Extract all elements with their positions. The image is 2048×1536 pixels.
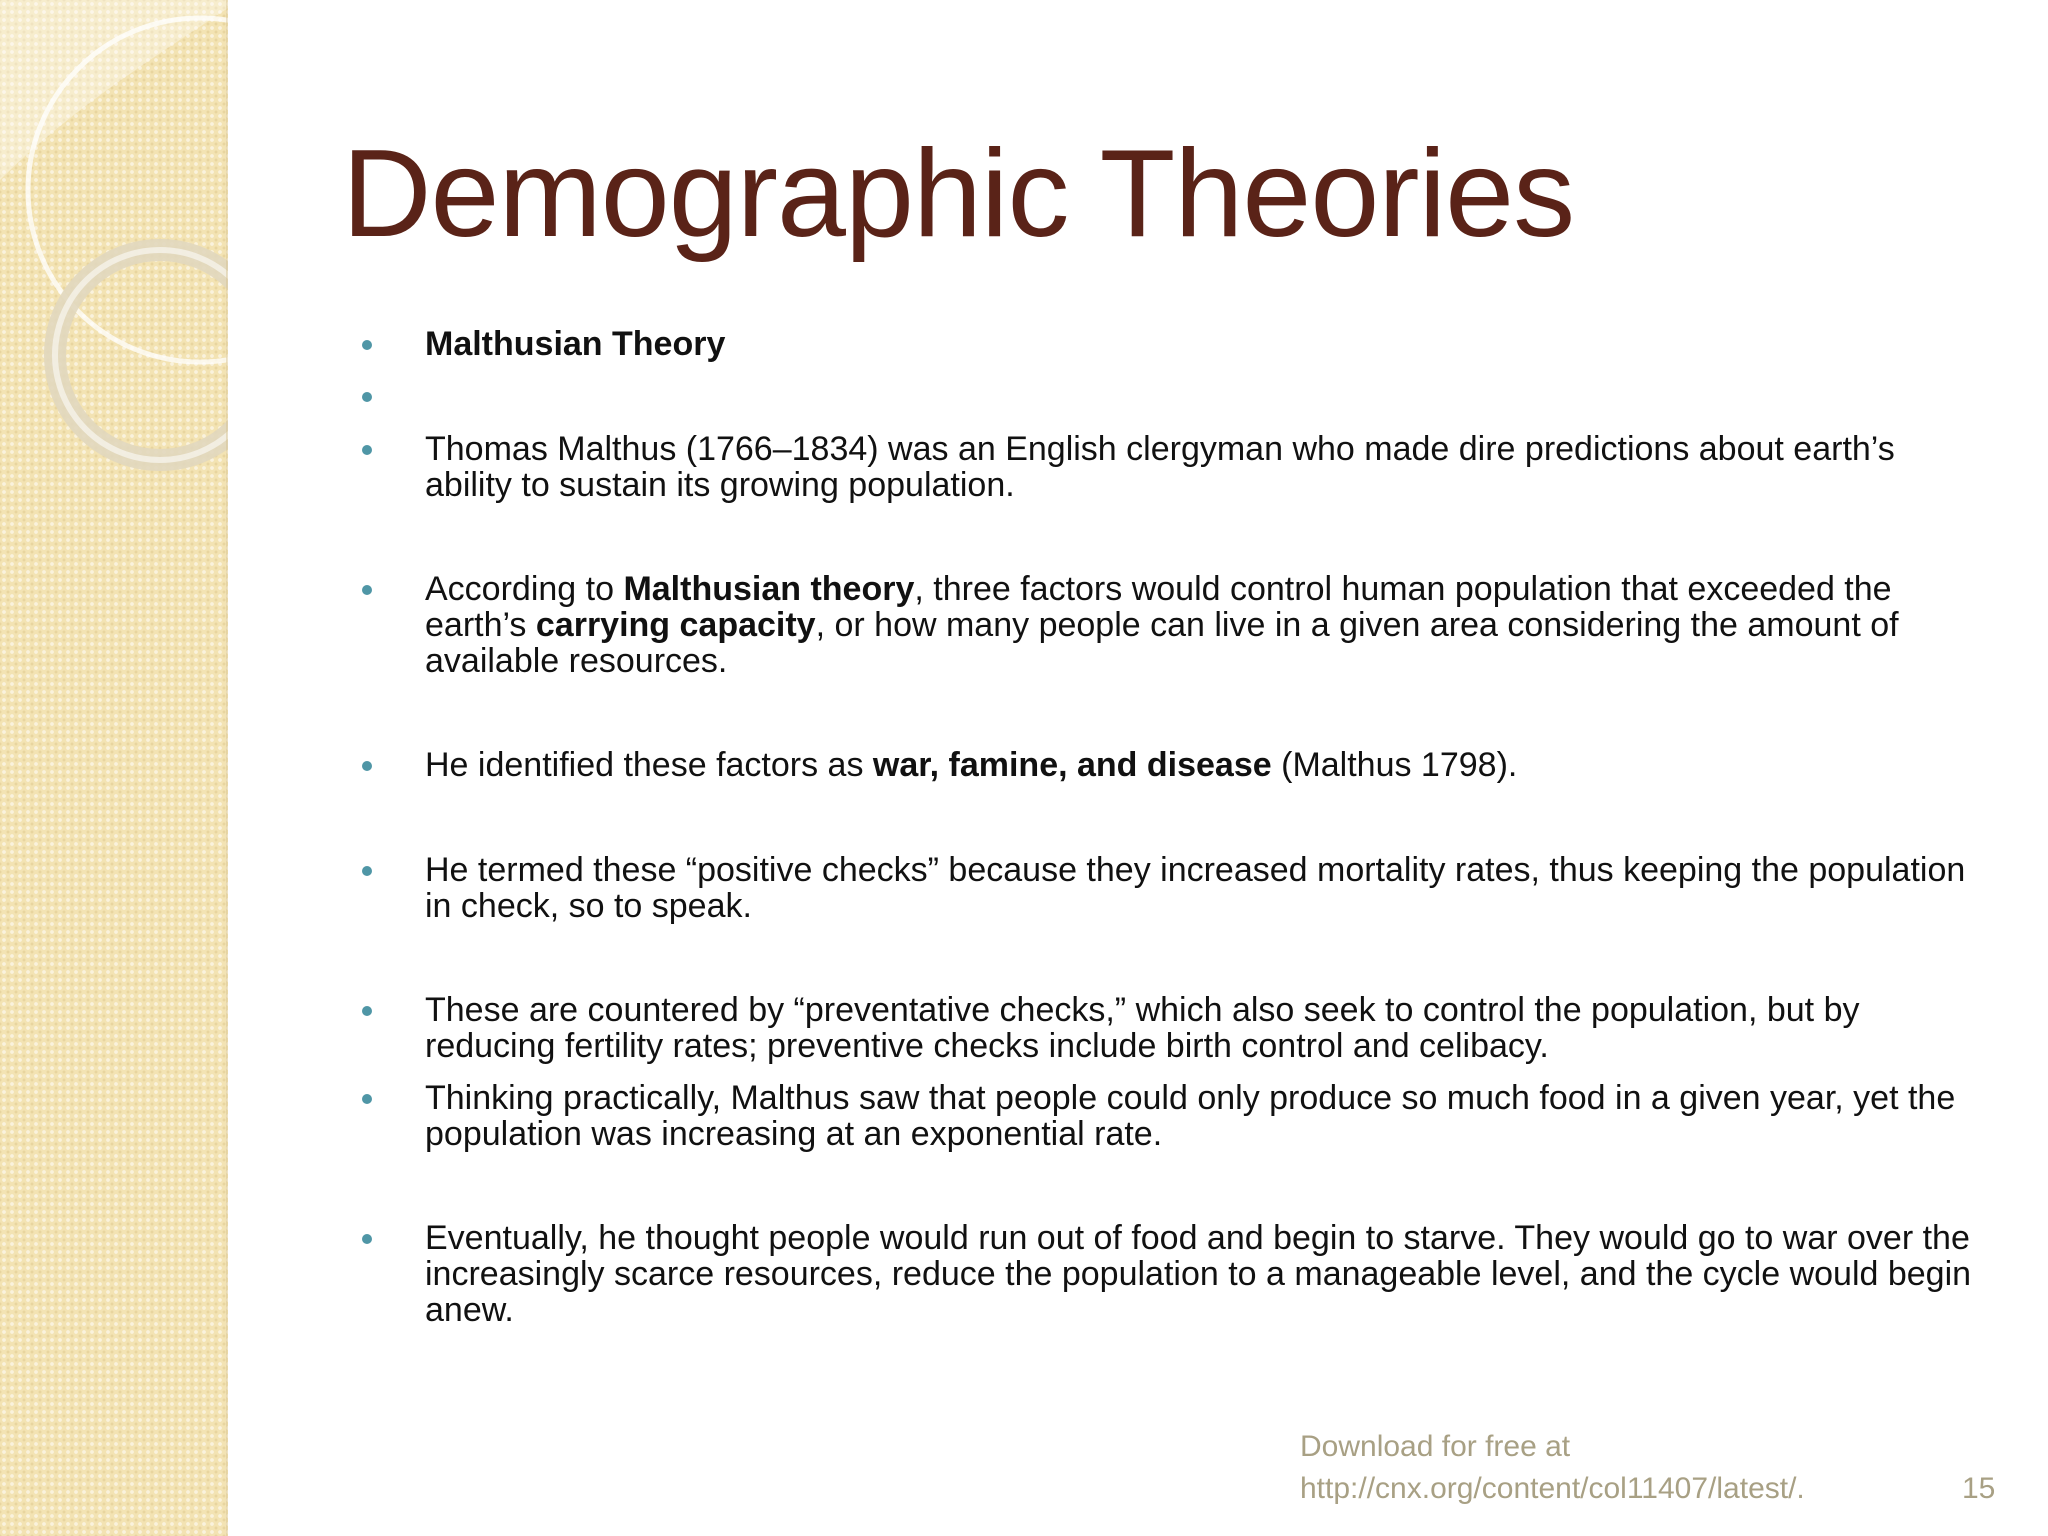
bullet-text-segment: He termed these “positive checks” because they increased mortality rates, thus keeping the population in check, so to speak. [425, 851, 1966, 925]
decorative-sidebar [0, 0, 228, 1536]
decorative-rings-graphic [0, 0, 228, 1536]
bullet-text [425, 852, 1982, 924]
bullet-text [425, 1220, 1982, 1328]
bullet-malthus-intro [362, 431, 1982, 571]
bullet-dot-icon [362, 445, 372, 455]
bullet-dot-icon [362, 340, 372, 350]
bullet-starvation-cycle [362, 1220, 1982, 1328]
bullet-empty [362, 378, 1982, 431]
bullet-dot-icon [362, 585, 372, 595]
bullet-factors [362, 747, 1982, 852]
bullet-bold-term: Malthusian theory [623, 570, 915, 608]
bullet-text-segment: He identified these factors as [425, 746, 873, 784]
bullet-text-segment: Eventually, he thought people would run out of food and begin to starve. They would go to war over the increasingly scarce resources, reduce the population to a manageable level, and the cycle would begin anew. [425, 1219, 1972, 1329]
bullet-dot-icon [362, 392, 372, 402]
bullet-text-segment: Thinking practically, Malthus saw that people could only produce so much food in a given year, yet the population was increasing at an exponential rate. [425, 1079, 1956, 1153]
bullet-preventative-checks [362, 992, 1982, 1080]
slide-title: Demographic Theories [342, 125, 1575, 263]
bullet-text-segment: , or how many people can live in a given area considering the amount of available resources. [425, 606, 1899, 680]
bullet-dot-icon [362, 866, 372, 876]
bullet-bold-term: war, famine, and disease [872, 746, 1272, 784]
bullet-text-segment: Thomas Malthus (1766–1834) was an English clergyman who made dire predictions about earth’s ability to sustain its growing population. [425, 430, 1895, 504]
bullet-text-segment: , three factors would control human population that exceeded the earth’s [425, 570, 1892, 644]
bullet-text [425, 747, 1982, 783]
bullet-text-segment: According to [425, 570, 624, 608]
footer-source-line1: Download for free at [1300, 1430, 1571, 1463]
bullet-positive-checks [362, 852, 1982, 992]
bullet-text [425, 431, 1982, 503]
bullet-list [362, 326, 1982, 1328]
bullet-text-segment: These are countered by “preventative checks,” which also seek to control the population, but by reducing fertility rates; preventive checks include birth control and celibacy. [425, 991, 1860, 1065]
footer-source [1300, 1426, 1805, 1510]
sidebar-edge-shadow [226, 0, 228, 1536]
bullet-carrying-capacity [362, 571, 1982, 747]
bullet-text [425, 326, 1982, 362]
bullet-text [425, 1080, 1982, 1152]
footer-source-link[interactable]: http://cnx.org/content/col11407/latest/. [1300, 1472, 1805, 1505]
bullet-dot-icon [362, 1234, 372, 1244]
bullet-dot-icon [362, 1006, 372, 1016]
bullet-text-segment: (Malthus 1798). [1271, 746, 1518, 784]
bullet-bold-term: carrying capacity [535, 606, 816, 644]
bullet-text [425, 571, 1982, 679]
bullet-dot-icon [362, 1094, 372, 1104]
bullet-text [425, 992, 1982, 1064]
bullet-bold-term: Malthusian Theory [425, 325, 726, 363]
bullet-food-production [362, 1080, 1982, 1220]
bullet-heading [362, 326, 1982, 378]
page-number: 15 [1962, 1472, 1996, 1505]
bullet-dot-icon [362, 761, 372, 771]
